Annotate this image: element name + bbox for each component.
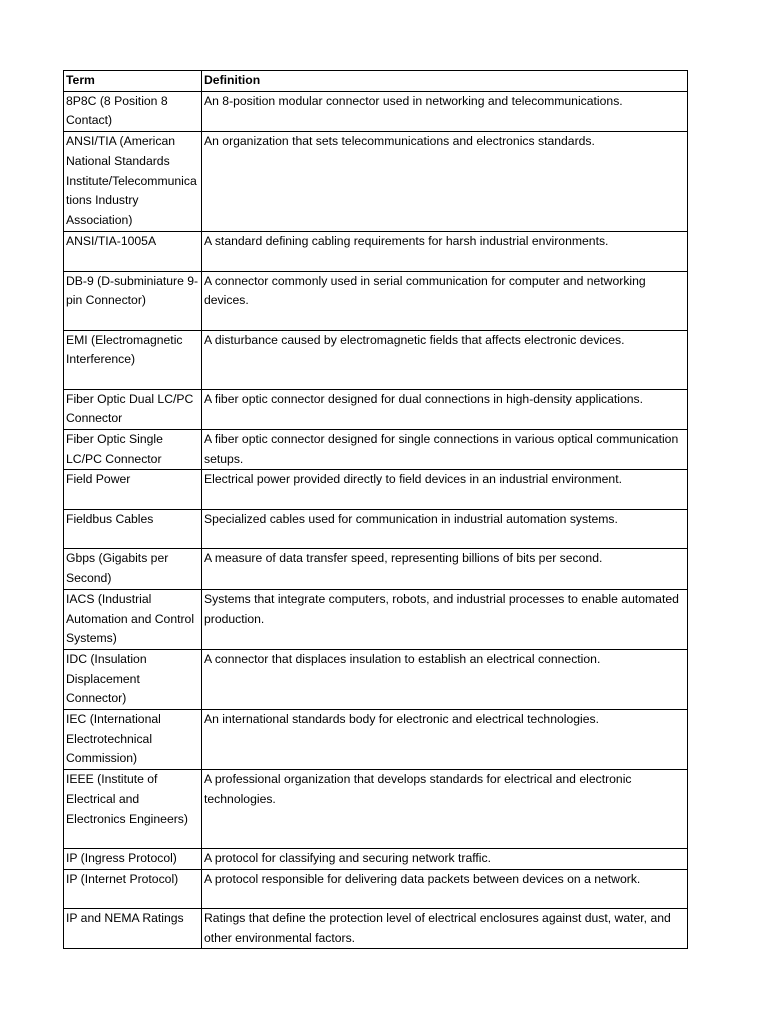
definition-cell: A professional organization that develops standards for electrical and electronic technologies. [202,770,688,849]
definition-cell: An 8-position modular connector used in networking and telecommunications. [202,91,688,131]
table-row [64,710,688,770]
table-row [64,589,688,649]
term-cell: Gbps (Gigabits per Second) [64,549,202,589]
term-cell: ANSI/TIA-1005A [64,231,202,271]
term-cell: IEEE (Institute of Electrical and Electronics Engineers) [64,770,202,849]
term-cell: Fiber Optic Single LC/PC Connector [64,430,202,470]
table-row [64,649,688,709]
table-row [64,430,688,470]
definition-cell: A measure of data transfer speed, representing billions of bits per second. [202,549,688,589]
term-cell: IEC (International Electrotechnical Commission) [64,710,202,770]
table-row [64,231,688,271]
term-cell: IP (Internet Protocol) [64,869,202,908]
term-cell: IDC (Insulation Displacement Connector) [64,649,202,709]
definition-cell: A fiber optic connector designed for single connections in various optical communication setups. [202,430,688,470]
term-cell: DB-9 (D-subminiature 9-pin Connector) [64,271,202,330]
table-row [64,510,688,549]
term-cell: Field Power [64,470,202,510]
table-row [64,908,688,948]
table-row [64,91,688,131]
glossary-table [63,70,688,949]
table-row [64,549,688,589]
table-row [64,849,688,870]
table-row [64,389,688,429]
definition-cell: Systems that integrate computers, robots, and industrial processes to enable automated production. [202,589,688,649]
term-cell: IP and NEMA Ratings [64,908,202,948]
term-cell: EMI (Electromagnetic Interference) [64,330,202,389]
definition-cell: A standard defining cabling requirements for harsh industrial environments. [202,231,688,271]
term-cell: Fiber Optic Dual LC/PC Connector [64,389,202,429]
definition-cell: A connector that displaces insulation to establish an electrical connection. [202,649,688,709]
table-row [64,132,688,232]
term-cell: ANSI/TIA (American National Standards Institute/Telecommunications Industry Association) [64,132,202,232]
header-row [64,71,688,92]
definition-cell: A protocol responsible for delivering data packets between devices on a network. [202,869,688,908]
definition-cell: A protocol for classifying and securing network traffic. [202,849,688,870]
table-row [64,330,688,389]
term-cell: IACS (Industrial Automation and Control Systems) [64,589,202,649]
term-cell: Fieldbus Cables [64,510,202,549]
definition-cell: Specialized cables used for communication in industrial automation systems. [202,510,688,549]
column-header-definition: Definition [202,71,688,92]
definition-cell: An organization that sets telecommunications and electronics standards. [202,132,688,232]
definition-cell: A disturbance caused by electromagnetic fields that affects electronic devices. [202,330,688,389]
table-row [64,770,688,849]
definition-cell: Electrical power provided directly to field devices in an industrial environment. [202,470,688,510]
column-header-term: Term [64,71,202,92]
definition-cell: Ratings that define the protection level of electrical enclosures against dust, water, and other environmental factors. [202,908,688,948]
definition-cell: A fiber optic connector designed for dual connections in high-density applications. [202,389,688,429]
glossary-sheet [63,70,687,949]
definition-cell: A connector commonly used in serial communication for computer and networking devices. [202,271,688,330]
table-row [64,271,688,330]
term-cell: 8P8C (8 Position 8 Contact) [64,91,202,131]
term-cell: IP (Ingress Protocol) [64,849,202,870]
definition-cell: An international standards body for electronic and electrical technologies. [202,710,688,770]
table-row [64,470,688,510]
table-row [64,869,688,908]
